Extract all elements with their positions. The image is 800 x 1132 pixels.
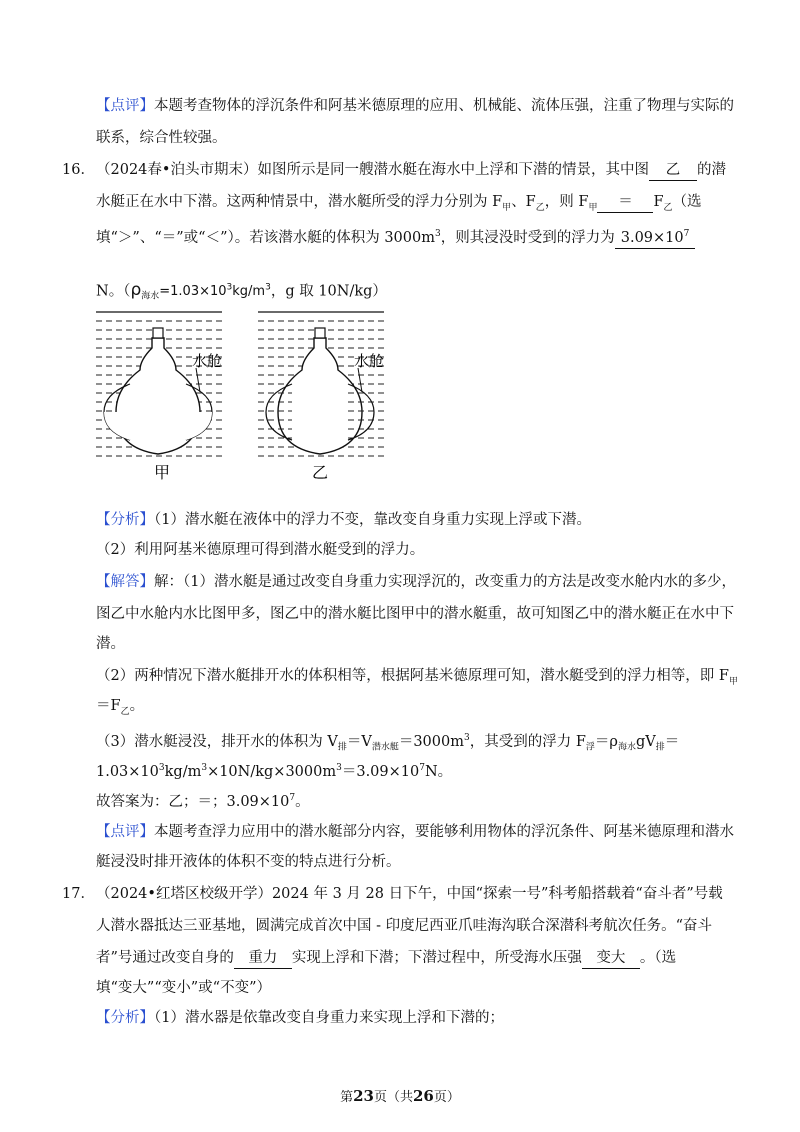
solution16-line-4: （2）两种情况下潜水艇排开水的体积相等，根据阿基米德原理可知，潜水艇受到的浮力相等，即 $F_甲$ (96, 668, 738, 687)
answer-blank: ＝ (597, 192, 653, 213)
review-line-2: 联系，综合性较强。 (96, 130, 227, 146)
q16-line-1: （2024春•泊头市期末）如图所示是同一艘潜水艇在海水中上浮和下潜的情景，其中图 乙 的潜 (96, 160, 736, 181)
page-total: 26 (413, 1087, 434, 1105)
q17-line-1: （2024•红塔区校级开学）2024 年 3 月 28 日下午，中国“探索一号”科考船搭载着“奋斗者”号载 (96, 886, 723, 902)
answer-blank: 变大 (582, 948, 640, 969)
tank-label-right: 水舱 (354, 352, 385, 370)
page-footer: 第23页（共26页） (340, 1087, 460, 1105)
figure-label-yi: 乙 (312, 463, 329, 482)
page-number: 23 (353, 1087, 374, 1105)
q17-line-4: 填“变大”“变小”或“不变”） (96, 980, 271, 996)
solution16-answer: 故答案为：乙；＝；$3.09\times 10^7$。 (96, 793, 310, 810)
submarine-figure (96, 308, 396, 488)
submarine-right (258, 312, 384, 458)
answer-blank: $3.09\times 10^7$ (615, 224, 696, 249)
solution16-line-2: 图乙中水舱内水比图甲多，图乙中的潜水艇比图甲中的潜水艇重，故可知图乙中的潜水艇正在水中下 (96, 606, 734, 622)
answer-blank: 乙 (649, 160, 697, 181)
solution16-line-3: 潜。 (96, 636, 125, 652)
submarine-left (96, 312, 222, 458)
review-line-1: 【点评】本题考查物体的浮沉条件和阿基米德原理的应用、机械能、流体压强，注重了物理与实际的 (96, 98, 734, 114)
question-number-16: 16． (62, 162, 95, 178)
solution16-line-5: $=F_乙$。 (96, 698, 145, 717)
tank-label-left: 水舱 (192, 352, 223, 370)
analysis16-line-2: （2）利用阿基米德原理可得到潜水艇受到的浮力。 (96, 542, 425, 558)
q17-line-3: 者”号通过改变自身的 重力 实现上浮和下潜；下潜过程中，所受海水压强 变大 。（选 (96, 948, 736, 969)
review-tag: 【点评】 (96, 98, 154, 114)
solution-tag: 【解答】 (96, 574, 154, 590)
q16-line-4: N。（$\rho_{海水}=1.03\times 10^3kg/m^3$，g 取 10N/kg） (96, 280, 387, 302)
solution16-line-1: 【解答】解：（1）潜水艇是通过改变自身重力实现浮沉的，改变重力的方法是改变水舱内水的多少， (96, 574, 736, 590)
q17-line-2: 人潜水器抵达三亚基地，圆满完成首次中国 - 印度尼西亚爪哇海沟联合深潜科考航次任务。“奋斗 (96, 918, 713, 934)
density-formula: $\rho_{海水}=1.03\times 10^3kg/m^3$ (130, 280, 271, 302)
q16-line-3: 填“＞”、“＝”或“＜”）。若该潜水艇的体积为 $3000m^3$，则其浸没时受到的浮力为 $3.09\times 10^7$ (96, 224, 736, 249)
analysis-tag: 【分析】 (96, 512, 154, 528)
solution16-line-7: $1.03\times 10^3kg/m^3\times 10N/kg\times 3000m^3=3.09\times 10^7N$。 (96, 763, 453, 780)
review16-line-1: 【点评】本题考查浮力应用中的潜水艇部分内容，要能够利用物体的浮沉条件、阿基米德原理和潜水 (96, 824, 734, 840)
review16-line-2: 艇浸没时排开液体的体积不变的特点进行分析。 (96, 854, 401, 870)
figure-label-jia: 甲 (154, 463, 171, 482)
answer-blank: 重力 (234, 948, 292, 969)
solution16-line-6: （3）潜水艇浸没，排开水的体积为 $V_排=V_{潜水艇}=3000m^3$，其受到的浮力 $F_浮=\rho_{海水}gV_排=$ (96, 733, 680, 753)
analysis16-line-1: 【分析】（1）潜水艇在液体中的浮力不变，靠改变自身重力实现上浮或下潜。 (96, 512, 591, 528)
review-tag: 【点评】 (96, 824, 154, 840)
analysis-tag: 【分析】 (96, 1010, 154, 1026)
question-number-17: 17． (62, 886, 95, 902)
analysis17-line-1: 【分析】（1）潜水器是依靠改变自身重力来实现上浮和下潜的； (96, 1010, 504, 1026)
q16-line-2: 水艇正在水中下潜。这两种情景中，潜水艇所受的浮力分别为 $F_甲$、$F_乙$，则 $F_甲 = F_乙$（选 (96, 194, 702, 213)
